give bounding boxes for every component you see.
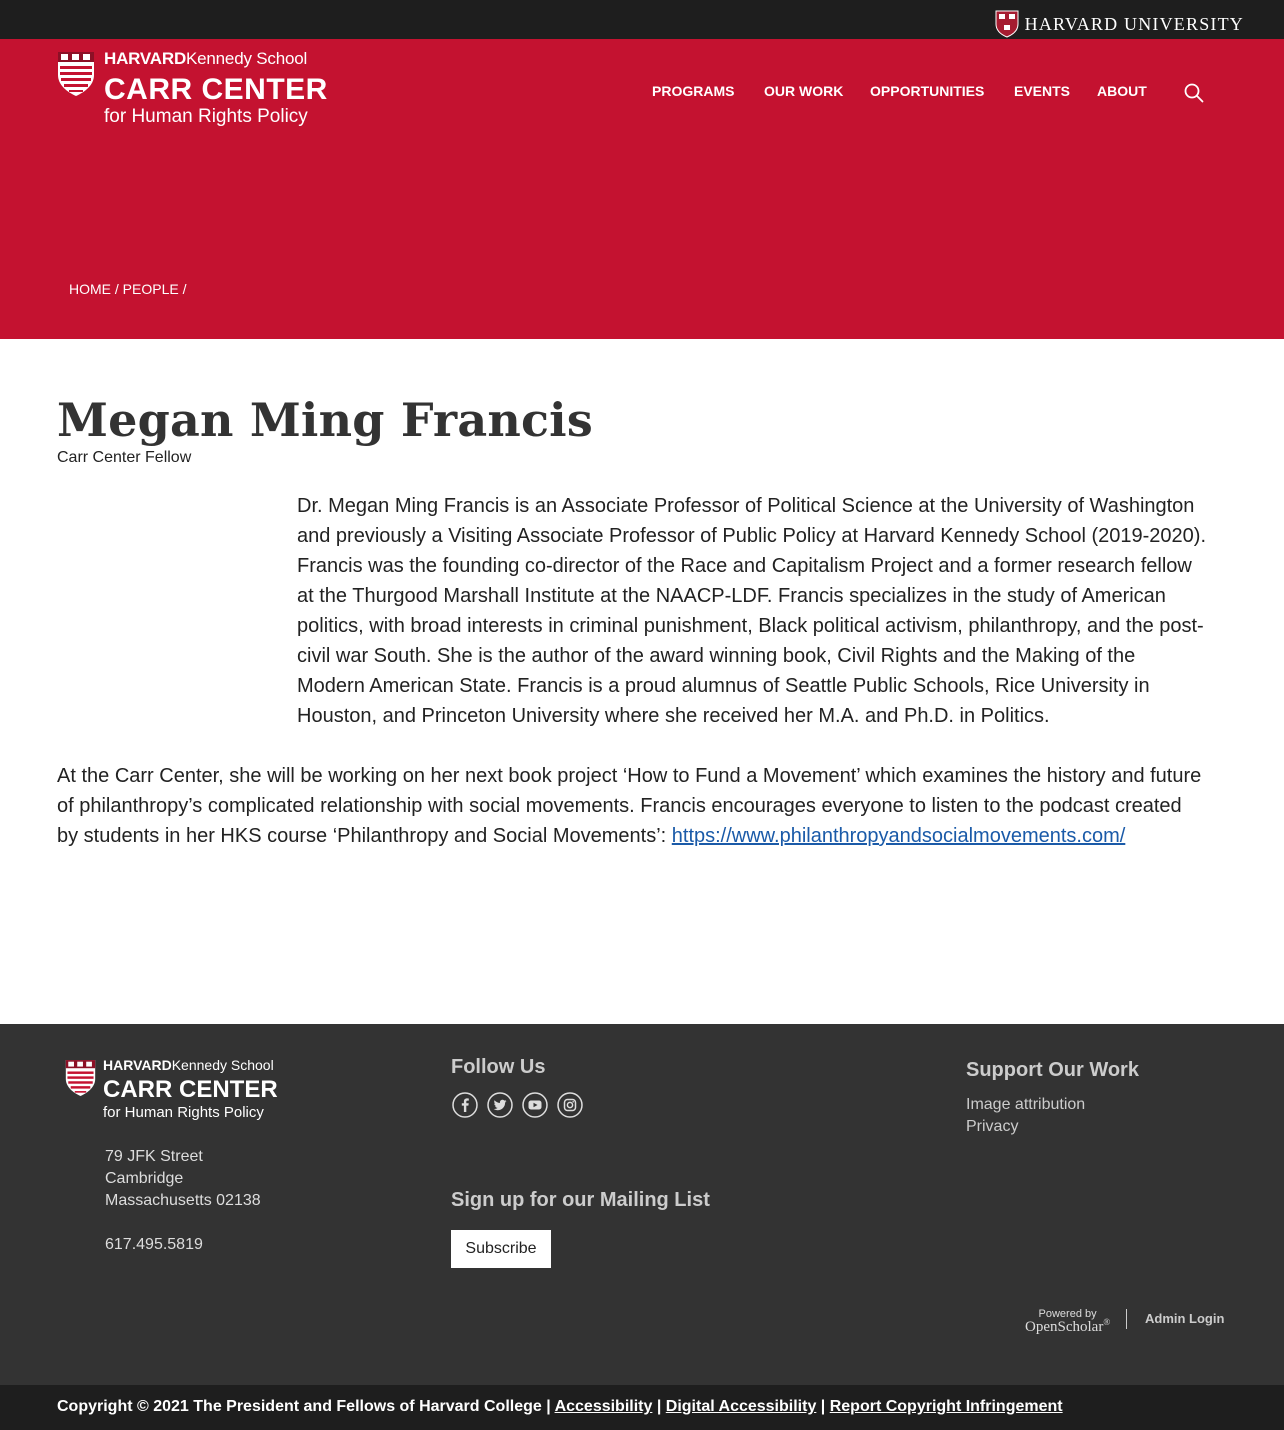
address-state: Massachusetts 02138 bbox=[105, 1192, 261, 1209]
footer-logo-kennedy: Kennedy School bbox=[171, 1057, 274, 1073]
profile-photo-placeholder bbox=[57, 491, 297, 761]
follow-us-heading: Follow Us bbox=[451, 1056, 546, 1078]
hks-shield-icon bbox=[65, 1059, 96, 1097]
breadcrumb-people[interactable]: PEOPLE bbox=[122, 281, 179, 297]
support-heading: Support Our Work bbox=[966, 1059, 1139, 1081]
copyright-notice: Copyright © 2021 The President and Fellows of Harvard College | bbox=[57, 1398, 555, 1415]
profile-bio bbox=[57, 491, 1207, 851]
footer-logo-carr-center: CARR CENTER bbox=[103, 1076, 278, 1103]
privacy-link[interactable]: Privacy bbox=[966, 1118, 1019, 1135]
harvard-top-bar bbox=[0, 0, 1284, 39]
footer-divider bbox=[1126, 1309, 1127, 1329]
address-street: 79 JFK Street bbox=[105, 1148, 203, 1165]
harvard-shield-icon bbox=[995, 10, 1019, 38]
search-icon[interactable] bbox=[1184, 83, 1204, 103]
footer-logo-human-rights: for Human Rights Policy bbox=[103, 1104, 264, 1121]
admin-login-link[interactable]: Admin Login bbox=[1145, 1311, 1225, 1326]
breadcrumb bbox=[69, 281, 186, 297]
page-title: Megan Ming Francis bbox=[57, 393, 593, 447]
instagram-icon[interactable] bbox=[557, 1092, 583, 1118]
twitter-icon[interactable] bbox=[487, 1092, 513, 1118]
harvard-university-label: HARVARD UNIVERSITY bbox=[1024, 13, 1244, 34]
accessibility-link[interactable]: Accessibility bbox=[554, 1398, 653, 1415]
bio-paragraph-1: Dr. Megan Ming Francis is an Associate Professor of Political Science at the University of Washington and previously a Visiting Associate Professor of Public Policy at Harvard Kennedy School (2019-2020). Francis was the founding co-director of the Race and Capitalism Project and a former research fellow at the Thurgood Marshall Institute at the NAACP-LDF. Francis specializes in the study of American politics, with broad interests in criminal punishment, Black political activism, philanthropy, and the post-civil war South. She is the author of the award winning book, Civil Rights and the Making of the Modern American State. Francis is a proud alumnus of Seattle Public Schools, Rice University in Houston, and Princeton University where she received her M.A. and Ph.D. in Politics. bbox=[297, 495, 1207, 727]
nav-programs[interactable]: PROGRAMS bbox=[652, 83, 735, 99]
bio-paragraph-2-text: At the Carr Center, she will be working on her next book project ‘How to Fund a Movement’ which examines the history and future of philanthropy’s complicated relationship with social movements. Francis encourages everyone to listen to the podcast created by students in her HKS course ‘Philanthropy and Social Movements’: bbox=[57, 765, 1202, 847]
registered-mark-icon: ® bbox=[1103, 1317, 1111, 1327]
hks-shield-icon bbox=[57, 51, 95, 97]
breadcrumb-home[interactable]: HOME bbox=[69, 281, 111, 297]
copyright-text bbox=[57, 1398, 1063, 1416]
nav-opportunities[interactable]: OPPORTUNITIES bbox=[870, 83, 985, 99]
openscholar-logo bbox=[1025, 1317, 1110, 1336]
nav-events[interactable]: EVENTS bbox=[1014, 83, 1071, 99]
subscribe-button[interactable]: Subscribe bbox=[451, 1230, 551, 1268]
support-links bbox=[966, 1094, 1085, 1138]
logo-harvard-text: HARVARD bbox=[104, 49, 187, 68]
breadcrumb-separator: / bbox=[111, 281, 123, 297]
harvard-university-link[interactable] bbox=[995, 10, 1244, 38]
profile-title: Carr Center Fellow bbox=[57, 449, 192, 466]
breadcrumb-separator: / bbox=[178, 281, 187, 297]
powered-by-text: Powered by bbox=[1038, 1308, 1097, 1320]
carr-center-logo[interactable] bbox=[57, 49, 328, 129]
site-header bbox=[0, 39, 1284, 339]
mailing-list-heading: Sign up for our Mailing List bbox=[451, 1189, 710, 1211]
logo-carr-center: CARR CENTER bbox=[104, 73, 328, 106]
podcast-link[interactable]: https://www.philanthropyandsocialmovements.com/ bbox=[671, 825, 1126, 847]
logo-human-rights-policy: for Human Rights Policy bbox=[104, 106, 308, 127]
footer-logo[interactable] bbox=[65, 1057, 325, 1127]
social-links bbox=[452, 1092, 583, 1118]
copyright-separator: | bbox=[816, 1398, 830, 1415]
youtube-icon[interactable] bbox=[522, 1092, 548, 1118]
footer-logo-school bbox=[103, 1057, 274, 1073]
logo-school-name bbox=[104, 49, 307, 69]
footer-logo-harvard: HARVARD bbox=[103, 1057, 172, 1073]
logo-kennedy-text: Kennedy School bbox=[186, 49, 308, 68]
image-attribution-link[interactable]: Image attribution bbox=[966, 1096, 1086, 1113]
report-copyright-link[interactable]: Report Copyright Infringement bbox=[829, 1398, 1063, 1415]
bio-paragraph-2 bbox=[57, 761, 1207, 851]
copyright-bar bbox=[0, 1385, 1284, 1430]
facebook-icon[interactable] bbox=[452, 1092, 478, 1118]
digital-accessibility-link[interactable]: Digital Accessibility bbox=[665, 1398, 817, 1415]
footer-address bbox=[105, 1146, 261, 1256]
site-footer bbox=[0, 1024, 1284, 1385]
powered-by-openscholar[interactable] bbox=[1025, 1308, 1110, 1336]
nav-our-work[interactable]: OUR WORK bbox=[764, 83, 844, 99]
openscholar-text: OpenScholar bbox=[1025, 1319, 1104, 1335]
address-city: Cambridge bbox=[105, 1170, 184, 1187]
address-phone: 617.495.5819 bbox=[105, 1236, 203, 1253]
nav-about[interactable]: ABOUT bbox=[1097, 83, 1147, 99]
copyright-separator: | bbox=[652, 1398, 666, 1415]
